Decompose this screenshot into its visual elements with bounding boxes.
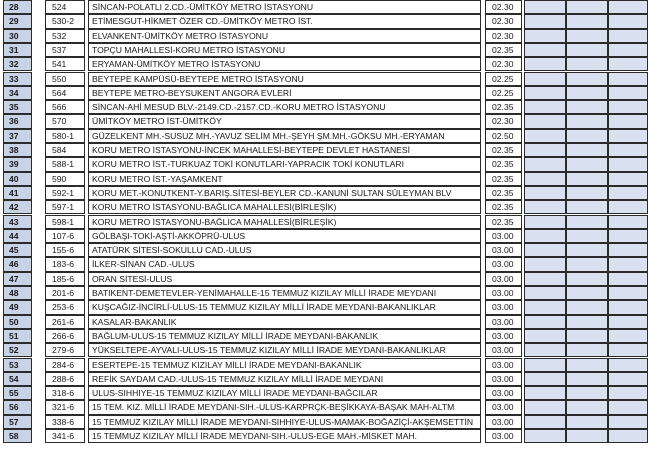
table-row <box>0 429 652 443</box>
departure-time: 02.30 <box>485 57 522 71</box>
table-row <box>0 358 652 372</box>
row-number: 51 <box>3 329 32 343</box>
blank-cell <box>608 429 648 443</box>
blank-cell <box>524 0 566 14</box>
departure-time: 02.35 <box>485 215 522 229</box>
route-name: KUŞCAĞIZ-İNCİRLİ-ULUS-15 TEMMUZ KIZILAY MİLLİ İRADE MEYDANI-BAKANLIKLAR <box>88 300 481 314</box>
line-code: 588-1 <box>45 157 85 171</box>
route-name: SİNCAN-POLATLI 2.CD.-ÜMİTKÖY METRO İSTASYONU <box>88 0 481 14</box>
blank-cell <box>566 386 608 400</box>
blank-cell <box>608 100 648 114</box>
blank-cell <box>608 329 648 343</box>
row-number: 31 <box>3 43 32 57</box>
blank-cell <box>524 215 566 229</box>
blank-cell <box>566 300 608 314</box>
blank-cell <box>608 286 648 300</box>
blank-cell <box>608 215 648 229</box>
blank-cell <box>566 315 608 329</box>
row-number: 38 <box>3 143 32 157</box>
blank-cell <box>524 86 566 100</box>
line-code: 183-6 <box>45 257 85 271</box>
row-number: 33 <box>3 72 32 86</box>
table-row <box>0 286 652 300</box>
blank-cell <box>608 300 648 314</box>
blank-cell <box>524 329 566 343</box>
blank-cell <box>524 415 566 429</box>
blank-cell <box>608 72 648 86</box>
blank-cell <box>566 272 608 286</box>
line-code: 592-1 <box>45 186 85 200</box>
blank-cell <box>566 86 608 100</box>
departure-time: 02.30 <box>485 14 522 28</box>
row-number: 48 <box>3 286 32 300</box>
blank-cell <box>608 358 648 372</box>
departure-time: 02.35 <box>485 100 522 114</box>
line-code: 279-6 <box>45 343 85 357</box>
table-row <box>0 43 652 57</box>
blank-cell <box>524 157 566 171</box>
departure-time: 02.30 <box>485 29 522 43</box>
route-name: BATIKENT-DEMETEVLER-YENİMAHALLE-15 TEMMUZ KIZILAY MİLLİ İRADE MEYDANI <box>88 286 481 300</box>
blank-cell <box>524 257 566 271</box>
blank-cell <box>608 200 648 214</box>
blank-cell <box>608 243 648 257</box>
departure-time: 02.35 <box>485 186 522 200</box>
blank-cell <box>608 143 648 157</box>
table-row <box>0 343 652 357</box>
blank-cell <box>608 29 648 43</box>
line-code: 530-2 <box>45 14 85 28</box>
blank-cell <box>524 229 566 243</box>
table-row <box>0 57 652 71</box>
departure-time: 02.35 <box>485 200 522 214</box>
departure-time: 03.00 <box>485 229 522 243</box>
departure-time: 03.00 <box>485 386 522 400</box>
blank-cell <box>608 57 648 71</box>
table-row <box>0 129 652 143</box>
route-name: İLKER-SİNAN CAD.-ULUS <box>88 257 481 271</box>
route-name: ATATÜRK SİTESİ-SOKULLU CAD.-ULUS <box>88 243 481 257</box>
row-number: 35 <box>3 100 32 114</box>
route-name: ÜMİTKÖY METRO İST-ÜMİTKÖY <box>88 114 481 128</box>
route-name: BAĞLUM-ULUS-15 TEMMUZ KIZILAY MİLLİ İRADE MEYDANI-BAKANLIK <box>88 329 481 343</box>
route-name: KASALAR-BAKANLIK <box>88 315 481 329</box>
blank-cell <box>566 429 608 443</box>
departure-time: 03.00 <box>485 329 522 343</box>
blank-cell <box>566 257 608 271</box>
line-code: 155-6 <box>45 243 85 257</box>
blank-cell <box>566 186 608 200</box>
blank-cell <box>608 86 648 100</box>
row-number: 41 <box>3 186 32 200</box>
departure-time: 02.25 <box>485 72 522 86</box>
route-name: GÜZELKENT MH.-SUSUZ MH.-YAVUZ SELİM MH.-ŞEYH ŞM.MH.-GÖKSU MH.-ERYAMAN <box>88 129 481 143</box>
line-code: 584 <box>45 143 85 157</box>
blank-cell <box>608 0 648 14</box>
route-name: KORU METRO İST.-TURKUAZ TOKİ KONUTLARI-YAPRACIK TOKİ KONUTLARI <box>88 157 481 171</box>
departure-time: 03.00 <box>485 343 522 357</box>
row-number: 43 <box>3 215 32 229</box>
departure-time: 02.35 <box>485 43 522 57</box>
table-row <box>0 329 652 343</box>
line-code: 566 <box>45 100 85 114</box>
line-code: 537 <box>45 43 85 57</box>
table-row <box>0 100 652 114</box>
line-code: 524 <box>45 0 85 14</box>
table-row <box>0 86 652 100</box>
departure-time: 03.00 <box>485 286 522 300</box>
table-row <box>0 72 652 86</box>
departure-time: 02.35 <box>485 172 522 186</box>
blank-cell <box>524 200 566 214</box>
line-code: 185-6 <box>45 272 85 286</box>
row-number: 58 <box>3 429 32 443</box>
blank-cell <box>608 43 648 57</box>
route-name: ELVANKENT-ÜMİTKÖY METRO İSTASYONU <box>88 29 481 43</box>
blank-cell <box>608 343 648 357</box>
departure-time: 02.30 <box>485 114 522 128</box>
departure-time: 02.35 <box>485 143 522 157</box>
blank-cell <box>608 415 648 429</box>
table-row <box>0 186 652 200</box>
route-name: KORU METRO İST.-YAŞAMKENT <box>88 172 481 186</box>
departure-time: 02.30 <box>485 0 522 14</box>
blank-cell <box>524 57 566 71</box>
blank-cell <box>566 400 608 414</box>
departure-time: 03.00 <box>485 358 522 372</box>
line-code: 261-6 <box>45 315 85 329</box>
blank-cell <box>608 14 648 28</box>
blank-cell <box>524 100 566 114</box>
line-code: 550 <box>45 72 85 86</box>
table-row <box>0 272 652 286</box>
route-name: ORAN SİTESİ-ULUS <box>88 272 481 286</box>
route-name: GÖLBAŞI-TOKİ-AŞTİ-AKKÖPRÜ-ULUS <box>88 229 481 243</box>
departure-time: 03.00 <box>485 429 522 443</box>
row-number: 54 <box>3 372 32 386</box>
row-number: 45 <box>3 243 32 257</box>
row-number: 34 <box>3 86 32 100</box>
blank-cell <box>608 186 648 200</box>
blank-cell <box>524 186 566 200</box>
blank-cell <box>524 372 566 386</box>
blank-cell <box>566 243 608 257</box>
blank-cell <box>566 114 608 128</box>
blank-cell <box>566 358 608 372</box>
blank-cell <box>566 200 608 214</box>
blank-cell <box>566 100 608 114</box>
line-code: 201-6 <box>45 286 85 300</box>
blank-cell <box>524 29 566 43</box>
blank-cell <box>524 300 566 314</box>
line-code: 564 <box>45 86 85 100</box>
departure-time: 03.00 <box>485 415 522 429</box>
row-number: 37 <box>3 129 32 143</box>
table-row <box>0 300 652 314</box>
row-number: 49 <box>3 300 32 314</box>
table-row <box>0 257 652 271</box>
row-number: 55 <box>3 386 32 400</box>
blank-cell <box>608 315 648 329</box>
route-name: ULUS-SIHHIYE-15 TEMMUZ KIZILAY MİLLİ İRADE MEYDANI-BAĞCILAR <box>88 386 481 400</box>
blank-cell <box>566 0 608 14</box>
route-name: ESERTEPE-15 TEMMUZ KIZILAY MİLLİ İRADE MEYDANI-BAKANLIK <box>88 358 481 372</box>
blank-cell <box>524 129 566 143</box>
line-code: 266-6 <box>45 329 85 343</box>
blank-cell <box>608 372 648 386</box>
departure-time: 03.00 <box>485 315 522 329</box>
table-row <box>0 14 652 28</box>
departure-time: 03.00 <box>485 300 522 314</box>
blank-cell <box>608 386 648 400</box>
line-code: 288-6 <box>45 372 85 386</box>
row-number: 39 <box>3 157 32 171</box>
blank-cell <box>524 43 566 57</box>
row-number: 28 <box>3 0 32 14</box>
blank-cell <box>566 129 608 143</box>
blank-cell <box>608 257 648 271</box>
line-code: 532 <box>45 29 85 43</box>
table-row <box>0 372 652 386</box>
blank-cell <box>524 386 566 400</box>
row-number: 47 <box>3 272 32 286</box>
table-row <box>0 29 652 43</box>
line-code: 318-6 <box>45 386 85 400</box>
blank-cell <box>566 215 608 229</box>
route-name: ETİMESGUT-HİKMET ÖZER CD.-ÜMİTKÖY METRO İST. <box>88 14 481 28</box>
blank-cell <box>566 172 608 186</box>
line-code: 321-6 <box>45 400 85 414</box>
line-code: 284-6 <box>45 358 85 372</box>
blank-cell <box>566 14 608 28</box>
blank-cell <box>566 229 608 243</box>
line-code: 570 <box>45 114 85 128</box>
blank-cell <box>608 400 648 414</box>
table-row <box>0 143 652 157</box>
table-row <box>0 229 652 243</box>
table-row <box>0 0 652 14</box>
table-row <box>0 386 652 400</box>
blank-cell <box>608 272 648 286</box>
blank-cell <box>524 343 566 357</box>
blank-cell <box>566 415 608 429</box>
route-name: YÜKSELTEPE-AYVALI-ULUS-15 TEMMUZ KIZILAY MİLLİ İRADE MEYDANI-BAKANLIKLAR <box>88 343 481 357</box>
row-number: 57 <box>3 415 32 429</box>
blank-cell <box>566 43 608 57</box>
line-code: 597-1 <box>45 200 85 214</box>
departure-time: 02.50 <box>485 129 522 143</box>
blank-cell <box>566 157 608 171</box>
blank-cell <box>608 157 648 171</box>
table-row <box>0 172 652 186</box>
blank-cell <box>566 29 608 43</box>
table-row <box>0 243 652 257</box>
route-name: ERYAMAN-ÜMİTKÖY METRO İSTASYONU <box>88 57 481 71</box>
row-number: 53 <box>3 358 32 372</box>
row-number: 50 <box>3 315 32 329</box>
blank-cell <box>524 243 566 257</box>
departure-time: 03.00 <box>485 257 522 271</box>
row-number: 56 <box>3 400 32 414</box>
route-name: SİNCAN-AHİ MESUD BLV.-2149.CD.-2157.CD.-KORU METRO İSTASYONU <box>88 100 481 114</box>
blank-cell <box>524 429 566 443</box>
blank-cell <box>608 129 648 143</box>
blank-cell <box>524 14 566 28</box>
row-number: 44 <box>3 229 32 243</box>
route-name: KORU METRO İSTASYONU-BAĞLICA MAHALLESİ(BİRLEŞİK) <box>88 200 481 214</box>
blank-cell <box>524 172 566 186</box>
blank-cell <box>608 114 648 128</box>
departure-time: 03.00 <box>485 243 522 257</box>
blank-cell <box>524 358 566 372</box>
line-code: 580-1 <box>45 129 85 143</box>
line-code: 590 <box>45 172 85 186</box>
route-name: TOPÇU MAHALLESİ-KORU METRO İSTASYONU <box>88 43 481 57</box>
table-row <box>0 415 652 429</box>
table-row <box>0 200 652 214</box>
blank-cell <box>608 172 648 186</box>
departure-time: 03.00 <box>485 372 522 386</box>
row-number: 30 <box>3 29 32 43</box>
table-row <box>0 400 652 414</box>
table-row <box>0 215 652 229</box>
row-number: 46 <box>3 257 32 271</box>
blank-cell <box>566 143 608 157</box>
blank-cell <box>524 315 566 329</box>
departure-time: 02.25 <box>485 86 522 100</box>
line-code: 107-6 <box>45 229 85 243</box>
row-number: 32 <box>3 57 32 71</box>
departure-time: 03.00 <box>485 272 522 286</box>
blank-cell <box>566 329 608 343</box>
departure-time: 02.35 <box>485 157 522 171</box>
blank-cell <box>524 72 566 86</box>
route-name: REFİK SAYDAM CAD.-ULUS-15 TEMMUZ KIZILAY MİLLİ İRADE MEYDANI <box>88 372 481 386</box>
row-number: 52 <box>3 343 32 357</box>
blank-cell <box>566 286 608 300</box>
blank-cell <box>566 372 608 386</box>
blank-cell <box>524 286 566 300</box>
line-code: 341-6 <box>45 429 85 443</box>
blank-cell <box>566 343 608 357</box>
table-row <box>0 315 652 329</box>
departure-time: 03.00 <box>485 400 522 414</box>
blank-cell <box>524 400 566 414</box>
line-code: 541 <box>45 57 85 71</box>
route-name: KORU MET.-KONUTKENT-Y.BARIŞ.SİTESİ-BEYLER CD.-KANUNİ SULTAN SÜLEYMAN BLV <box>88 186 481 200</box>
blank-cell <box>608 229 648 243</box>
row-number: 29 <box>3 14 32 28</box>
blank-cell <box>524 272 566 286</box>
route-name: BEYTEPE KAMPÜSÜ-BEYTEPE METRO İSTASYONU <box>88 72 481 86</box>
route-name: BEYTEPE METRO-BEYSUKENT ANGORA EVLERİ <box>88 86 481 100</box>
line-code: 338-6 <box>45 415 85 429</box>
route-name: 15 TEMMUZ KIZILAY MİLLİ İRADE MEYDANI-SIHHIYE-ULUS-MAMAK-BOĞAZİÇİ-AKŞEMSETTİN <box>88 415 481 429</box>
row-number: 40 <box>3 172 32 186</box>
route-name: KORU METRO İSTASYONU-İNCEK MAHALLESİ-BEYTEPE DEVLET HASTANESİ <box>88 143 481 157</box>
blank-cell <box>566 57 608 71</box>
table-row <box>0 114 652 128</box>
row-number: 36 <box>3 114 32 128</box>
route-name: 15 TEM. KIZ. MİLLİ İRADE MEYDANI-SIH.-ULUS-KARPRÇK-BEŞİKKAYA-BAŞAK MAH-ALTM <box>88 400 481 414</box>
line-code: 598-1 <box>45 215 85 229</box>
blank-cell <box>524 114 566 128</box>
table-row <box>0 157 652 171</box>
blank-cell <box>566 72 608 86</box>
line-code: 253-6 <box>45 300 85 314</box>
row-number: 42 <box>3 200 32 214</box>
route-name: KORU METRO İSTASYONU-BAĞLICA MAHALLESİ(BİRLEŞİK) <box>88 215 481 229</box>
route-name: 15 TEMMUZ KIZILAY MİLLİ İRADE MEYDANI-SIH.-ULUS-EGE MAH.-MİSKET MAH. <box>88 429 481 443</box>
blank-cell <box>524 143 566 157</box>
